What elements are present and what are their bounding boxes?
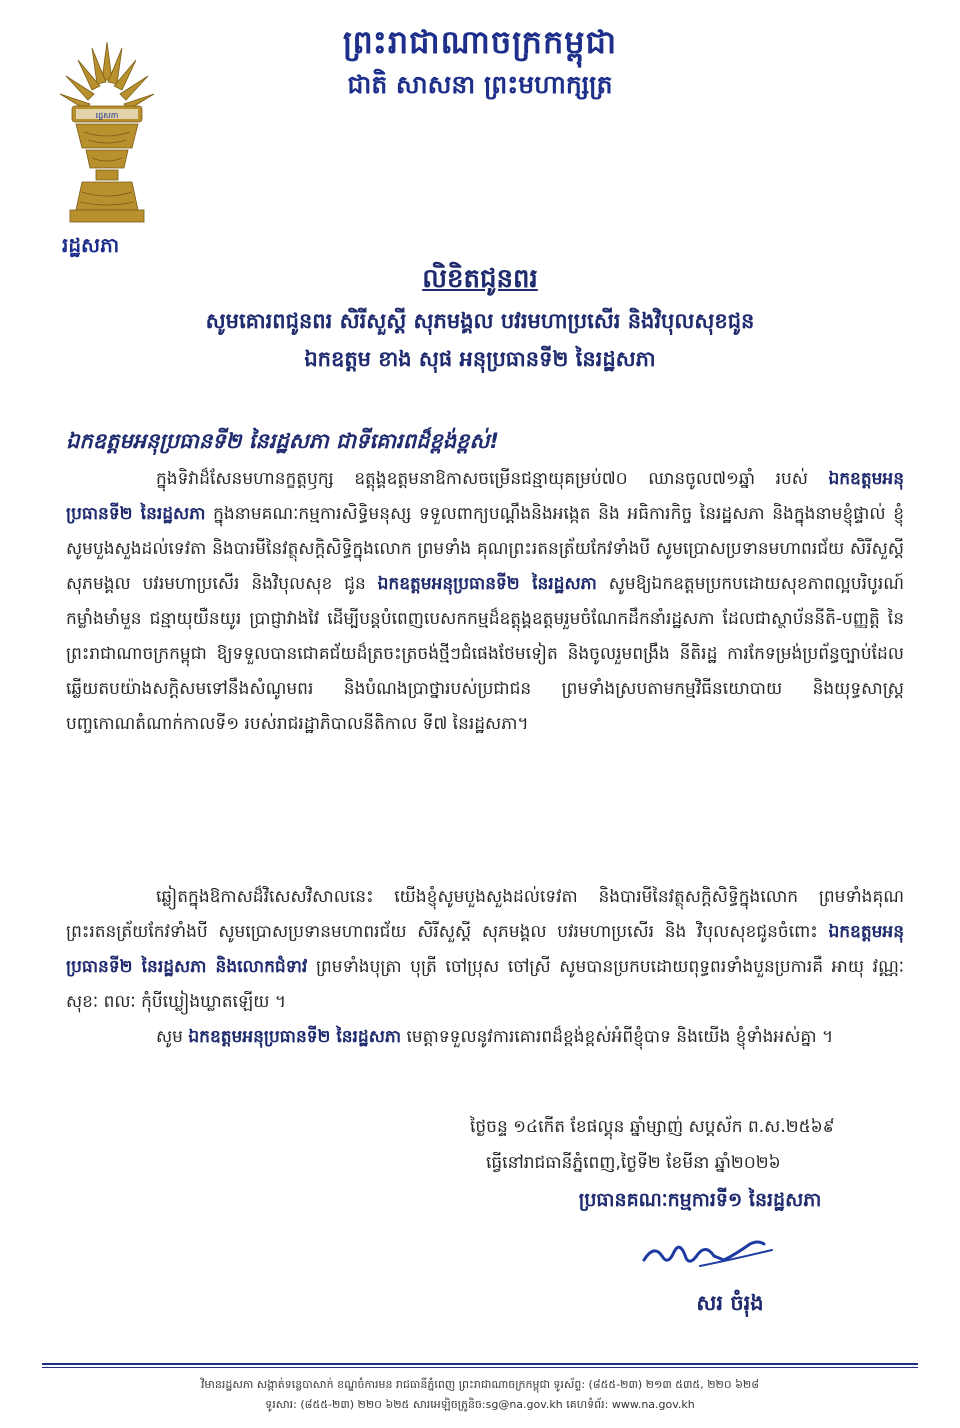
national-assembly-emblem-icon xyxy=(52,40,162,225)
emblem-label: រដ្ឋសភា xyxy=(95,111,119,120)
footer-divider xyxy=(42,1363,918,1365)
body-paragraph-2 xyxy=(66,880,904,1020)
body-paragraph-3 xyxy=(66,1020,904,1055)
footer-contact: ទូរសារ: (៨៥៥-២៣) ២២០ ៦២៥ សារអេឡិចត្រូនិច:sg@na.gov.kh គេហទំព័រ: www.na.gov.kh xyxy=(265,1398,695,1411)
signatory-title: ប្រធានគណៈកម្មការទី១ នៃរដ្ឋសភា xyxy=(578,1189,822,1211)
paragraph-text: ក្នុងនាមគណៈកម្មការសិទ្ធិមនុស្ស ទទួលពាក្យបណ្តឹងនិងអង្កេត និង អធិការកិច្ច នៃរដ្ឋសភា និងក្នុងនាមខ្ញុំផ្ទាល់ ខ្ញុំសូមបួងសួងដល់ទេវតា និងបារមីនៃវត្ថុសក្តិសិទ្ធិក្នុងលោក ព្រមទាំង គុណព្រះរតនត្រ័យកែវទាំងបី សូមប្រោសប្រទានមហាពរជ័យ សិរីសួស្តី សុភមង្គល បវរមហាប្រសើរ និងវិបុលសុខ ជូន xyxy=(66,504,904,594)
paragraph-text: ឆ្លៀតក្នុងឱកាសដ៏វិសេសវិសាលនេះ យើងខ្ញុំសូមបួងសួងដល់ទេវតា និងបារមីនៃវត្ថុសក្តិសិទ្ធិក្នុងលោក ព្រមទាំងគុណព្រះរតនត្រ័យកែវទាំងបី សូមប្រោសប្រទានមហាពរជ័យ សិរីសួស្តី សុភមង្គល បវរមហាប្រសើរ និង វិបុលសុខជូនចំពោះ xyxy=(66,887,904,942)
kingdom-title: ព្រះរាជាណាចក្រកម្ពុជា xyxy=(342,23,618,61)
document-title: លិខិតជូនពរ xyxy=(422,264,538,294)
handwritten-signature-icon xyxy=(640,1230,780,1280)
lunar-date: ថ្ងៃចន្ទ ១៤កើត ខែផល្គុន ឆ្នាំម្សាញ់ សប្តស័ក ព.ស.២៥៦៩ xyxy=(470,1117,835,1137)
footer-address: វិមានរដ្ឋសភា សង្កាត់ទន្លេបាសាក់ ខណ្ឌចំការមន រាជធានីភ្នំពេញ ព្រះរាជាណាចក្រកម្ពុជា ទូរស័ព្ទ: (៨៥៥-២៣) ២១៣ ៥៣៥, ២២០ ៦២៨ xyxy=(200,1378,760,1391)
addressee-name: ឯកឧត្តមអនុប្រធានទី២ នៃរដ្ឋសភា xyxy=(377,574,597,594)
addressee-name: ឯកឧត្តមអនុប្រធានទី២ នៃរដ្ឋសភា និងលោកជំទាវ xyxy=(66,922,904,977)
national-motto: ជាតិ សាសនា ព្រះមហាក្សត្រ xyxy=(347,70,613,99)
paragraph-text: ព្រមទាំងបុត្រា បុត្រី ចៅប្រុស ចៅស្រី សូមបានប្រកបដោយពុទ្ធពរទាំងបួនប្រការគឺ អាយុ វណ្ណៈ សុខៈ ពលៈ កុំបីឃ្លៀងឃ្លាតឡើយ ។ xyxy=(66,957,905,1012)
body-paragraph-1 xyxy=(66,462,904,742)
institution-name: រដ្ឋសភា xyxy=(62,233,120,257)
addressee-name: ឯកឧត្តមអនុប្រធានទី២ នៃរដ្ឋសភា xyxy=(188,1027,402,1047)
paragraph-text: សូមឱ្យឯកឧត្តមប្រកបដោយសុខភាពល្អបរិបូរណ៍ កម្លាំងមាំមួន ជន្មាយុយឺនយូរ ប្រាជ្ញាវាងវៃ ដើម្បីបន្តបំពេញបេសកកម្មដ៏ឧត្តុង្គឧត្តមរួមចំណែកដឹកនាំរដ្ឋសភា ដែលជាស្ថាប័ននីតិ-បញ្ញត្តិ នៃព្រះរាជាណាចក្រកម្ពុជា ឱ្យទទួលបានជោគជ័យដ៏ត្រចះត្រចង់ថ្មីៗជំផេងថែមទៀត និងចូលរួមពង្រឹង នីតិរដ្ឋ ការកែទម្រង់ប្រព័ន្ធច្បាប់ដែលឆ្លើយតបយ៉ាងសក្តិសមទៅនឹងសំណូមពរ និងបំណងប្រាថ្នារបស់ប្រជាជន ព្រមទាំងស្របតាមកម្មវិធីនយោបាយ និងយុទ្ធសាស្ត្របញ្ចកោណតំណាក់កាលទី១ របស់រាជរដ្ឋាភិបាលនីតិកាល ទី៧ នៃរដ្ឋសភា។ xyxy=(66,574,904,734)
addressee-name: ឯកឧត្តមអនុប្រធានទី២ នៃរដ្ឋសភា xyxy=(66,469,904,524)
paragraph-text: ក្នុងទិវាដ៏សែនមហានក្ខត្តឫក្ស ឧត្តុង្គឧត្តមនាឱកាសចម្រើនជន្មាយុគម្រប់៧០ ឈានចូល៧១ឆ្នាំ របស់ xyxy=(156,469,829,489)
subtitle-line-1: សូមគោរពជូនពរ សិរីសួស្តី សុភមង្គល បវរមហាប្រសើរ និងវិបុលសុខជូន xyxy=(205,309,755,333)
signatory-name: សរ ចំរុង xyxy=(696,1291,764,1315)
salutation: ឯកឧត្តមអនុប្រធានទី២ នៃរដ្ឋសភា ជាទីគោរពដ៏ខ្ពង់ខ្ពស់! xyxy=(66,429,499,453)
subtitle-line-2: ឯកឧត្តម ខាង សុផ អនុប្រធានទី២ នៃរដ្ឋសភា xyxy=(304,347,656,371)
footer-divider xyxy=(42,1367,918,1368)
paragraph-text: មេត្តាទទួលនូវការគោរពដ៏ខ្ពង់ខ្ពស់អំពីខ្ញុំបាទ និងយើង ខ្ញុំទាំងអស់គ្នា ។ xyxy=(401,1027,834,1047)
paragraph-text: សូម xyxy=(156,1027,189,1047)
solar-date: ធ្វើនៅរាជធានីភ្នំពេញ,ថ្ងៃទី២ ខែមីនា ឆ្នាំ២០២៦ xyxy=(486,1153,781,1173)
